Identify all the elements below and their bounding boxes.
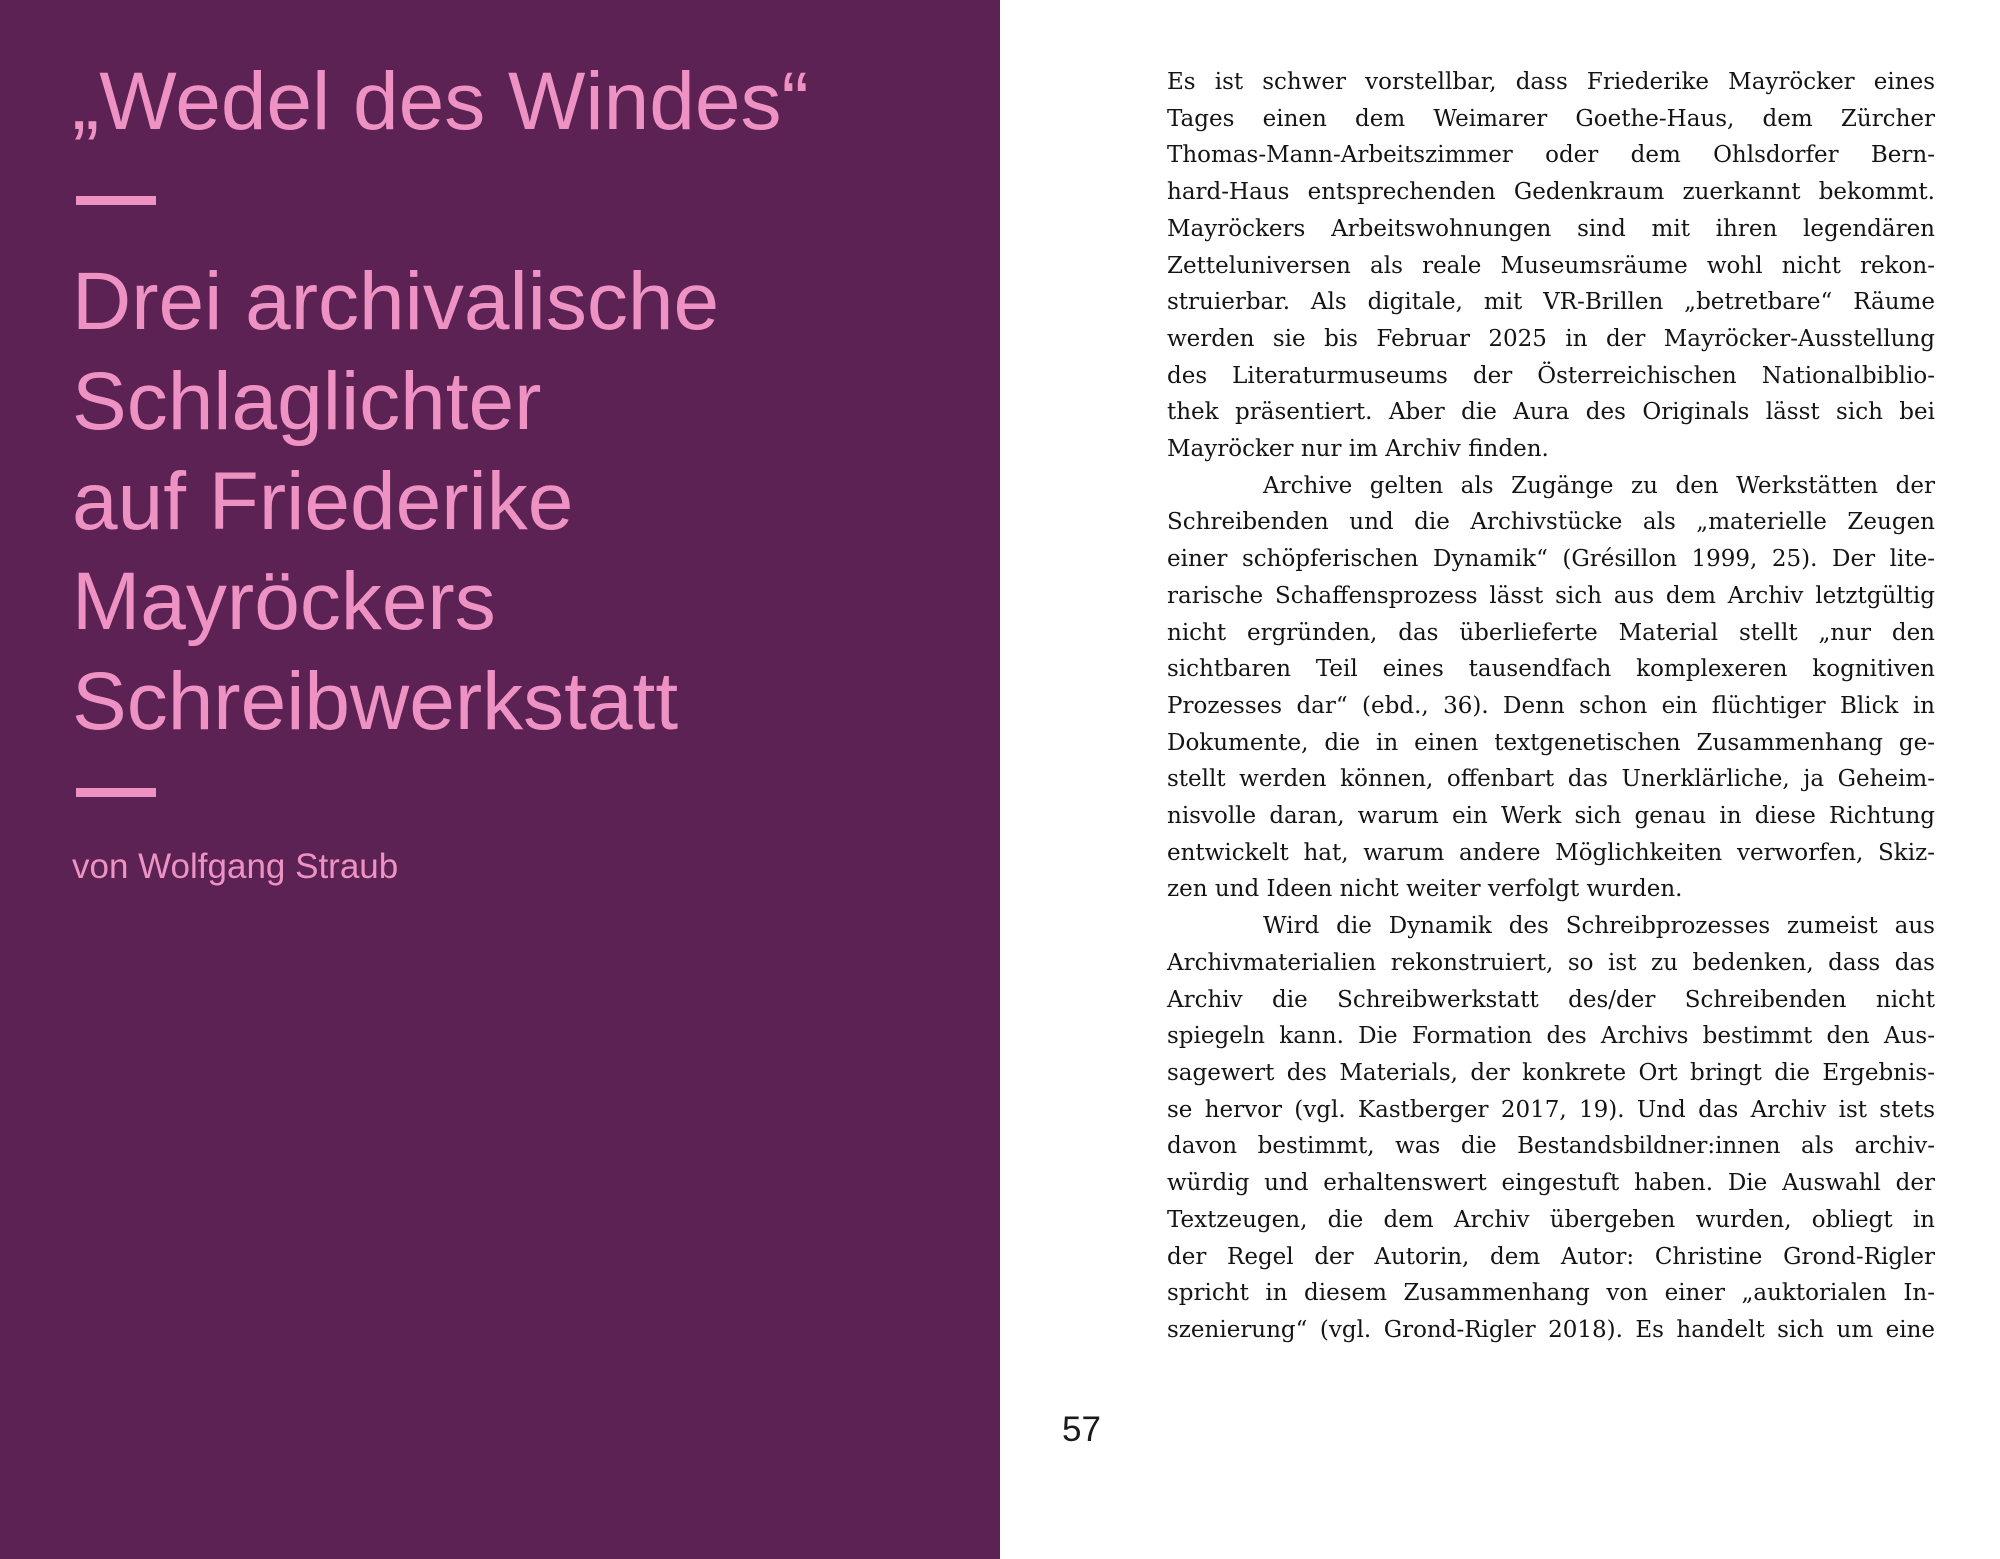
text-line: Archive gelten als Zugänge zu den Werkstätten der: [1263, 472, 1935, 499]
text-line: der Regel der Autorin, dem Autor: Christine Grond-Rigler: [1167, 1243, 1935, 1270]
text-line: Tages einen dem Weimarer Goethe-Haus, dem Zürcher: [1167, 105, 1935, 132]
text-line: nisvolle daran, warum ein Werk sich genau in diese Richtung: [1167, 803, 1935, 830]
text-line: Zetteluniversen als reale Museumsräume wohl nicht rekon-: [1167, 252, 1935, 279]
title-line: Mayröckers: [72, 556, 496, 647]
text-line: struierbar. Als digitale, mit VR-Brillen „betretbare“ Räume: [1167, 289, 1935, 316]
text-line: nicht ergründen, das überlieferte Material stellt „nur den: [1167, 619, 1935, 646]
text-line: spricht in diesem Zusammenhang von einer „auktorialen In-: [1167, 1280, 1935, 1307]
title-line: auf Friederike: [72, 456, 574, 547]
author-byline: von Wolfgang Straub: [72, 847, 399, 886]
text-line: zen und Ideen nicht weiter verfolgt wurden.: [1167, 876, 1683, 903]
text-line: Dokumente, die in einen textgenetischen Zusammenhang ge-: [1167, 729, 1935, 756]
text-line: hard-Haus entsprechenden Gedenkraum zuerkannt bekommt.: [1167, 179, 1935, 206]
text-line: se hervor (vgl. Kastberger 2017, 19). Und das Archiv ist stets: [1167, 1096, 1935, 1123]
kicker-quote: „Wedel des Windes“: [72, 56, 809, 147]
text-line: sichtbaren Teil eines tausendfach komplexeren kognitiven: [1167, 656, 1935, 683]
text-line: davon bestimmt, was die Bestandsbildner:innen als archiv-: [1167, 1133, 1935, 1160]
text-line: einer schöpferischen Dynamik“ (Grésillon 1999, 25). Der lite-: [1167, 546, 1935, 573]
text-line: thek präsentiert. Aber die Aura des Originals lässt sich bei: [1167, 399, 1935, 426]
text-line: spiegeln kann. Die Formation des Archivs bestimmt den Aus-: [1167, 1023, 1935, 1050]
title-divider-top: [76, 196, 156, 205]
title-line: Drei archivalische: [72, 256, 720, 347]
text-line: sagewert des Materials, der konkrete Ort bringt die Ergebnis-: [1167, 1059, 1935, 1086]
text-line: rarische Schaffensprozess lässt sich aus dem Archiv letztgültig: [1167, 582, 1935, 609]
text-line: stellt werden können, offenbart das Unerklärliche, ja Geheim-: [1167, 766, 1935, 793]
text-line: Archiv die Schreibwerkstatt des/der Schreibenden nicht: [1167, 986, 1935, 1013]
text-line: entwickelt hat, warum andere Möglichkeiten verworfen, Skiz-: [1167, 839, 1935, 866]
text-line: Textzeugen, die dem Archiv übergeben wurden, obliegt in: [1167, 1206, 1935, 1233]
text-line: Mayröckers Arbeitswohnungen sind mit ihren legendären: [1167, 215, 1935, 242]
page-number: 57: [1062, 1410, 1101, 1449]
body-text: [1167, 64, 1935, 1349]
text-line: Mayröcker nur im Archiv finden.: [1167, 436, 1549, 463]
text-line: würdig und erhaltenswert eingestuft haben. Die Auswahl der: [1167, 1170, 1935, 1197]
text-line: Thomas-Mann-Arbeitszimmer oder dem Ohlsdorfer Bern-: [1167, 142, 1935, 169]
title-line: Schreibwerkstatt: [72, 656, 679, 747]
text-line: werden sie bis Februar 2025 in der Mayröcker-Ausstellung: [1167, 325, 1935, 352]
title-divider-bottom: [76, 788, 156, 797]
paragraph: [1167, 908, 1935, 1348]
paragraph: [1167, 64, 1935, 468]
title-line: Schlaglichter: [72, 356, 542, 447]
text-line: Prozesses dar“ (ebd., 36). Denn schon ein flüchtiger Blick in: [1167, 692, 1935, 719]
text-line: Archivmaterialien rekonstruiert, so ist zu bedenken, dass das: [1167, 949, 1935, 976]
text-line: szenierung“ (vgl. Grond-Rigler 2018). Es handelt sich um eine: [1167, 1316, 1935, 1343]
text-line: des Literaturmuseums der Österreichischen Nationalbiblio-: [1167, 362, 1935, 389]
paragraph: [1167, 468, 1935, 908]
chapter-title: [72, 252, 719, 752]
text-line: Es ist schwer vorstellbar, dass Friederike Mayröcker eines: [1167, 69, 1935, 95]
text-line: Wird die Dynamik des Schreibprozesses zumeist aus: [1263, 913, 1935, 940]
text-line: Schreibenden und die Archivstücke als „materielle Zeugen: [1167, 509, 1935, 536]
